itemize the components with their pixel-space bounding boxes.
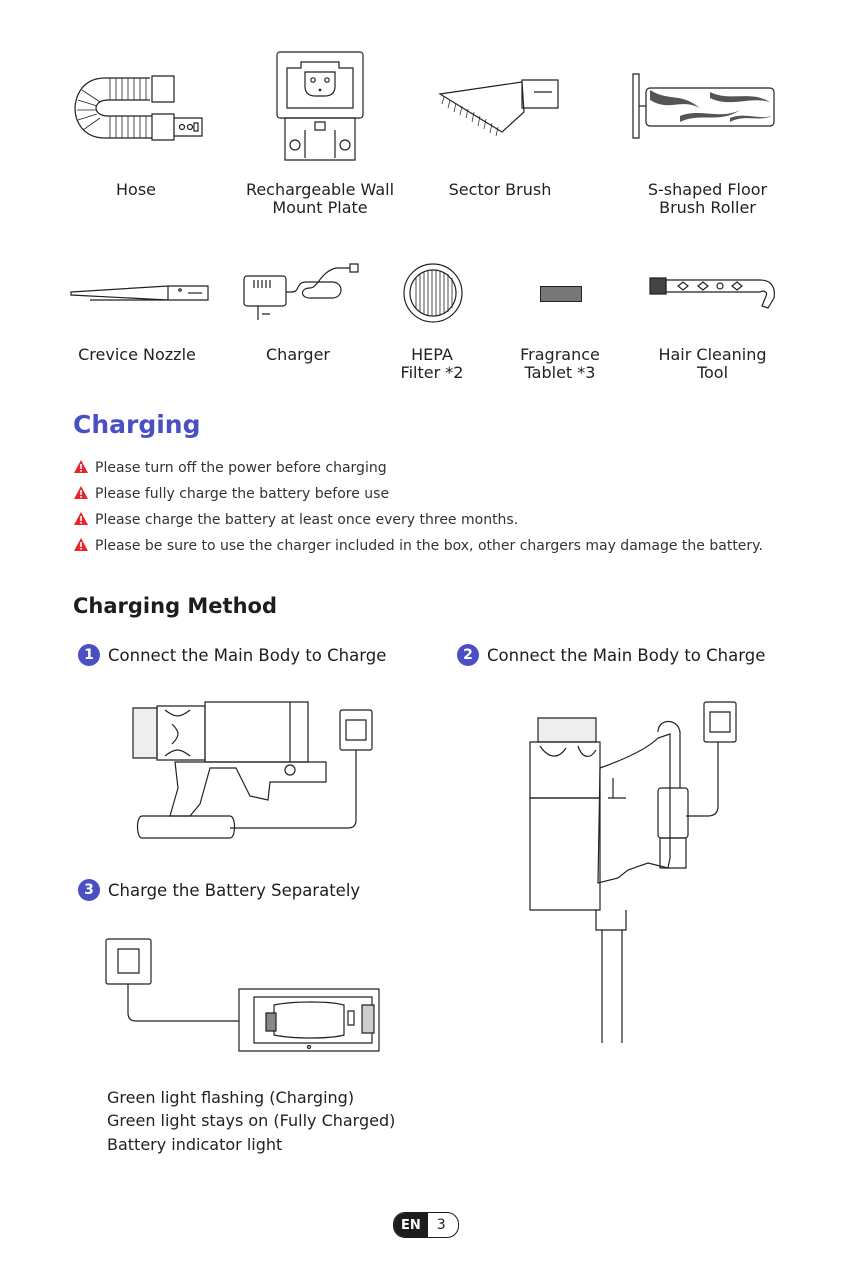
page-number: 3 [436, 1217, 446, 1233]
warning-text: Please turn off the power before charging [95, 460, 387, 476]
accessory-label-floor-brush-roller: S-shaped Floor Brush Roller [647, 180, 768, 217]
step-number-badge: 2 [457, 644, 479, 666]
accessory-label-wall-mount-plate: Rechargeable Wall Mount Plate [245, 180, 395, 217]
charging-method-title: Charging Method [73, 594, 278, 618]
warning-item [73, 536, 775, 557]
floor-brush-roller-icon [630, 72, 780, 142]
sector-brush-icon [432, 72, 562, 147]
accessory-label-fragrance-tablet: Fragrance Tablet *3 [520, 345, 600, 382]
step-3 [78, 879, 360, 901]
warning-item [73, 510, 775, 531]
accessory-label-charger: Charger [266, 345, 330, 364]
step-label: Connect the Main Body to Charge [108, 645, 387, 665]
battery-charging-illustration [104, 935, 384, 1055]
step-number-badge: 3 [78, 879, 100, 901]
accessory-label-hose: Hose [116, 180, 156, 199]
accessory-label-crevice-nozzle: Crevice Nozzle [78, 345, 196, 364]
legend-item: Green light flashing (Charging) [107, 1088, 355, 1107]
step-2 [457, 644, 765, 666]
accessory-label-sector-brush: Sector Brush [448, 180, 552, 199]
step-label: Charge the Battery Separately [108, 880, 361, 900]
legend-item: Battery indicator light [107, 1135, 283, 1154]
charger-icon [240, 262, 365, 324]
hose-icon [70, 70, 210, 165]
legend-item: Green light stays on (Fully Charged) [107, 1111, 396, 1130]
accessory-label-hepa-filter: HEPA Filter *2 [400, 345, 464, 382]
step-label: Connect the Main Body to Charge [487, 645, 766, 665]
warning-item [73, 484, 775, 505]
hepa-filter-icon [402, 262, 464, 324]
stick-vacuum-charging-illustration [518, 698, 748, 1048]
warning-text: Please charge the battery at least once every three months. [95, 512, 519, 528]
main-body-charging-illustration [130, 698, 380, 843]
warning-icon [73, 511, 89, 526]
crevice-nozzle-icon [68, 278, 213, 308]
warning-icon [73, 459, 89, 474]
warning-item [73, 458, 775, 479]
warning-text: Please fully charge the battery before use [95, 486, 390, 502]
warning-icon [73, 485, 89, 500]
language-code: EN [394, 1213, 428, 1237]
charging-title: Charging [73, 410, 201, 439]
accessory-label-hair-cleaning-tool: Hair Cleaning Tool [658, 345, 767, 382]
step-number-badge: 1 [78, 644, 100, 666]
hair-cleaning-tool-icon [648, 272, 783, 317]
step-1 [78, 644, 386, 666]
warning-icon [73, 537, 89, 552]
page-number-badge [393, 1212, 459, 1238]
warning-text: Please be sure to use the charger included in the box, other chargers may damage the battery. [95, 538, 763, 554]
wall-mount-plate-icon [275, 50, 365, 162]
fragrance-tablet-icon [540, 286, 582, 302]
